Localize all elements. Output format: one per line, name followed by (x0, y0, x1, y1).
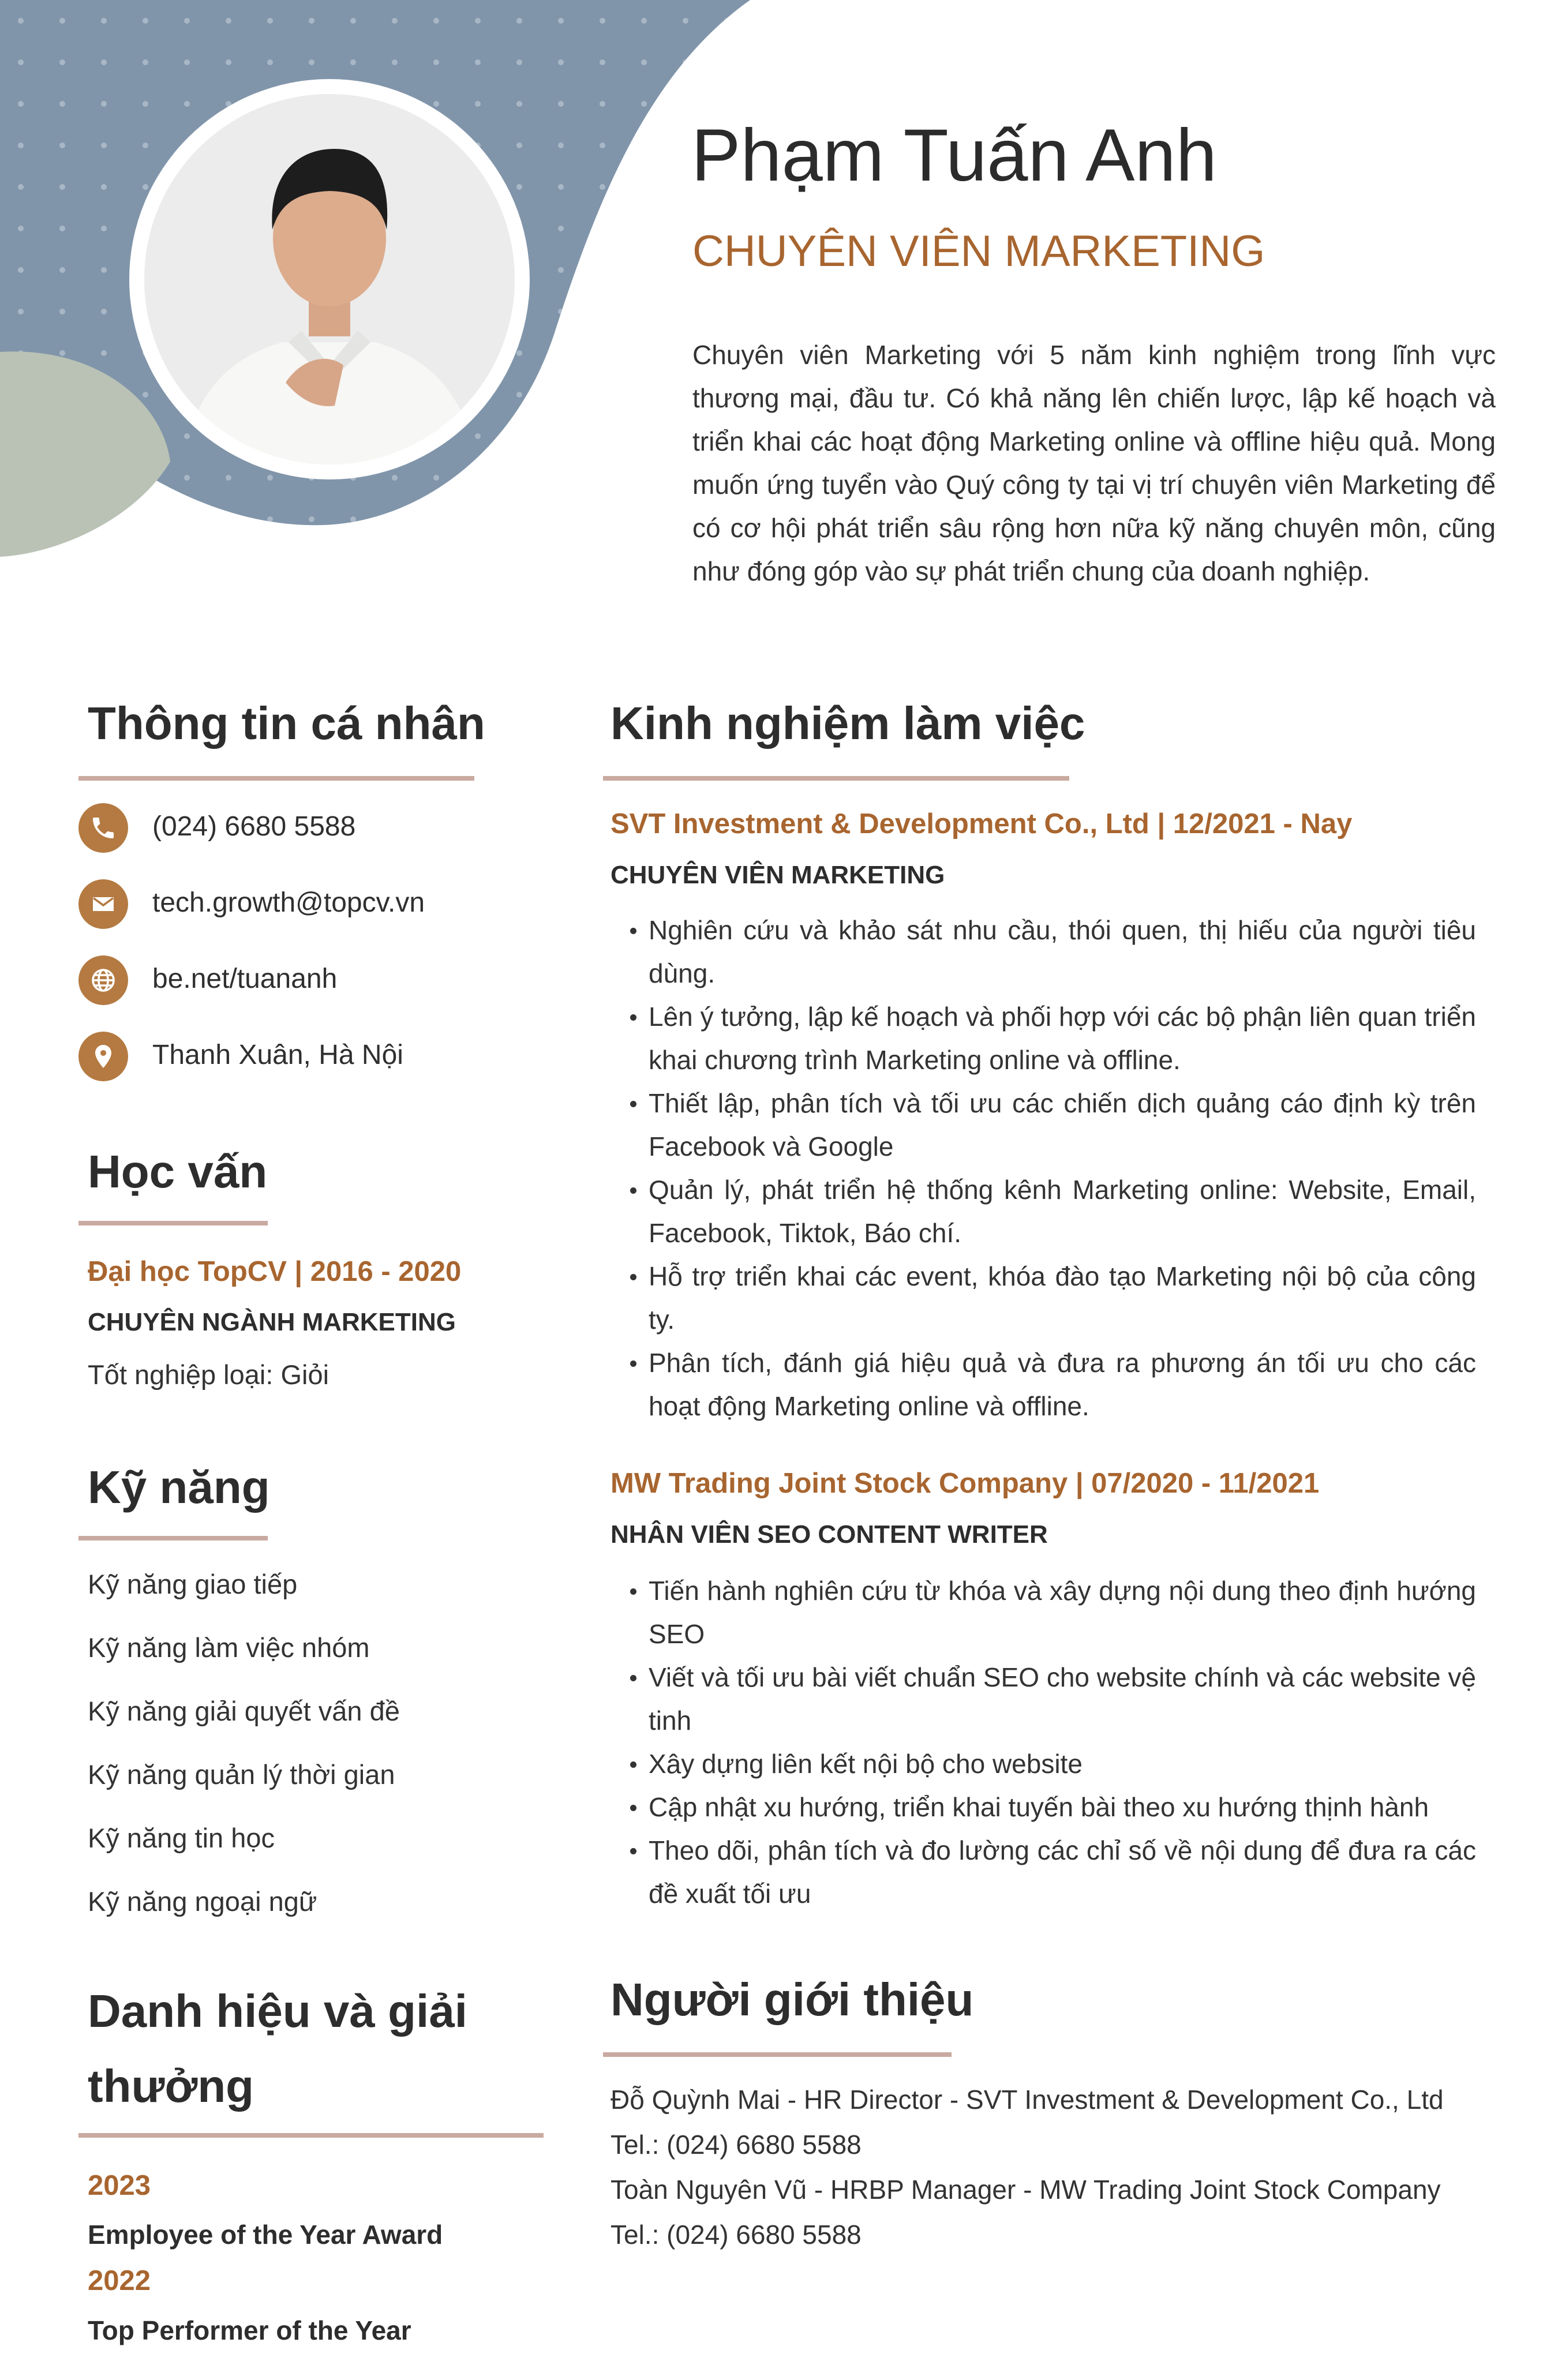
reference-name-line: Đỗ Quỳnh Mai - HR Director - SVT Investment & Development Co., Ltd (611, 2085, 1444, 2115)
job-company-dates: MW Trading Joint Stock Company | 07/2020 - 11/2021 (611, 1468, 1320, 1499)
skill-item: Kỹ năng quản lý thời gian (88, 1759, 395, 1790)
email-address[interactable]: tech.growth@topcv.vn (152, 887, 425, 918)
job-duty-item: Phân tích, đánh giá hiệu quả và đưa ra phương án tối ưu cho các hoạt động Marketing online và offline. (611, 1341, 1476, 1428)
award-year: 2022 (88, 2265, 151, 2296)
awards-heading-line2: thưởng (88, 2060, 254, 2112)
skill-item: Kỹ năng làm việc nhóm (88, 1632, 370, 1663)
education-heading: Học vấn (88, 1146, 268, 1197)
job-duties-list (611, 909, 1476, 1428)
awards-heading-line1: Danh hiệu và giải (88, 1985, 467, 2037)
email-icon (78, 879, 128, 929)
award-name: Top Performer of the Year (88, 2315, 411, 2345)
skill-item: Kỹ năng giao tiếp (88, 1569, 298, 1599)
job-duties-list (611, 1569, 1476, 1916)
candidate-name: Phạm Tuấn Anh (691, 114, 1217, 197)
skill-item: Kỹ năng giải quyết vấn đề (88, 1696, 400, 1726)
job-duty-item: Tiến hành nghiên cứu từ khóa và xây dựng nội dung theo định hướng SEO (611, 1569, 1476, 1656)
reference-phone: Tel.: (024) 6680 5588 (611, 2220, 862, 2250)
job-title: CHUYÊN VIÊN MARKETING (692, 227, 1265, 276)
job-duty-item: Hỗ trợ triển khai các event, khóa đào tạo Marketing nội bộ của công ty. (611, 1255, 1476, 1341)
job-duty-item: Viết và tối ưu bài viết chuẩn SEO cho website chính và các website vệ tinh (611, 1656, 1476, 1742)
globe-icon (78, 955, 128, 1005)
job-duty-item: Xây dựng liên kết nội bộ cho website (611, 1742, 1476, 1786)
section-divider (78, 776, 474, 781)
reference-phone: Tel.: (024) 6680 5588 (611, 2130, 862, 2160)
person-illustration (144, 94, 515, 464)
job-position: CHUYÊN VIÊN MARKETING (611, 861, 945, 889)
career-summary: Chuyên viên Marketing với 5 năm kinh nghiệm trong lĩnh vực thương mại, đầu tư. Có khả năng lên chiến lược, lập kế hoạch và triển khai các hoạt động Marketing online và offline hiệu quả. Mong muốn ứng tuyển vào Quý công ty tại vị trí chuyên viên Marketing để có cơ hội phát triển sâu rộng hơn nữa kỹ năng chuyên môn, cũng như đóng góp vào sự phát triển chung của doanh nghiệp. (692, 340, 1496, 586)
section-divider (78, 1221, 268, 1225)
education-major: CHUYÊN NGÀNH MARKETING (88, 1308, 456, 1336)
job-duty-item: Nghiên cứu và khảo sát nhu cầu, thói quen, thị hiếu của người tiêu dùng. (611, 909, 1476, 995)
award-name: Employee of the Year Award (88, 2220, 443, 2250)
job-duty-item: Theo dõi, phân tích và đo lường các chỉ số về nội dung để đưa ra các đề xuất tối ưu (611, 1829, 1476, 1916)
references-heading: Người giới thiệu (611, 1974, 974, 2025)
job-company-dates: SVT Investment & Development Co., Ltd | 12/2021 - Nay (611, 808, 1353, 839)
award-year: 2023 (88, 2170, 151, 2201)
education-school-dates: Đại học TopCV | 2016 - 2020 (88, 1256, 462, 1287)
section-divider (603, 776, 1069, 781)
job-position: NHÂN VIÊN SEO CONTENT WRITER (611, 1520, 1048, 1549)
section-divider (78, 1536, 268, 1541)
phone-icon (78, 803, 128, 853)
skill-item: Kỹ năng tin học (88, 1823, 275, 1853)
profile-photo (144, 94, 515, 464)
skill-item: Kỹ năng ngoại ngữ (88, 1886, 317, 1917)
address: Thanh Xuân, Hà Nội (152, 1040, 403, 1070)
job-duty-item: Lên ý tưởng, lập kế hoạch và phối hợp với các bộ phận liên quan triển khai chương trình Marketing online và offline. (611, 995, 1476, 1082)
experience-heading: Kinh nghiệm làm việc (611, 698, 1085, 749)
job-duty-item: Cập nhật xu hướng, triển khai tuyến bài theo xu hướng thịnh hành (611, 1786, 1476, 1829)
location-pin-icon (78, 1032, 128, 1081)
phone-number: (024) 6680 5588 (152, 811, 356, 842)
section-divider (78, 2133, 544, 2138)
skills-heading: Kỹ năng (88, 1461, 270, 1513)
personal-info-heading: Thông tin cá nhân (88, 698, 485, 749)
job-duty-item: Quản lý, phát triển hệ thống kênh Marketing online: Website, Email, Facebook, Tiktok, Báo chí. (611, 1168, 1476, 1255)
section-divider (603, 2052, 952, 2057)
education-grade: Tốt nghiệp loại: Giỏi (88, 1359, 329, 1390)
website-link[interactable]: be.net/tuananh (152, 964, 338, 994)
job-duty-item: Thiết lập, phân tích và tối ưu các chiến dịch quảng cáo định kỳ trên Facebook và Google (611, 1082, 1476, 1168)
reference-name-line: Toàn Nguyên Vũ - HRBP Manager - MW Trading Joint Stock Company (611, 2175, 1441, 2205)
